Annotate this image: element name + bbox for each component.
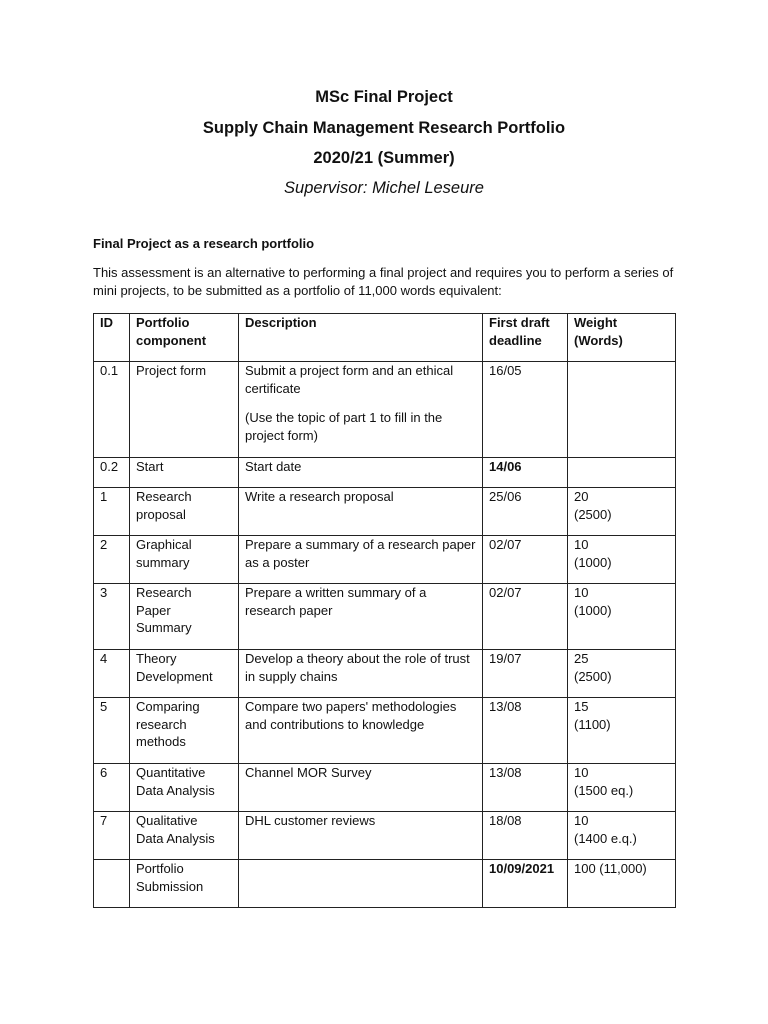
table-header-row <box>94 314 676 362</box>
table-row <box>94 698 676 764</box>
cell-id: 4 <box>94 650 130 698</box>
cell-weight: 25 (2500) <box>568 650 676 698</box>
intro-paragraph: This assessment is an alternative to performing a final project and requires you to perform a series of mini projects, to be submitted as a portfolio of 11,000 words equivalent: <box>93 265 674 298</box>
description-note: (Use the topic of part 1 to fill in the project form) <box>245 410 443 443</box>
table-row-submission <box>94 860 676 908</box>
cell-description: Channel MOR Survey <box>239 764 483 812</box>
cell-deadline: 13/08 <box>483 764 568 812</box>
cell-weight: 100 (11,000) <box>568 860 676 908</box>
table-row <box>94 812 676 860</box>
cell-weight <box>568 458 676 488</box>
cell-id: 2 <box>94 536 130 584</box>
cell-weight: 10 (1000) <box>568 584 676 650</box>
cell-deadline: 19/07 <box>483 650 568 698</box>
cell-deadline: 14/06 <box>483 458 568 488</box>
header-weight: Weight (Words) <box>568 314 676 362</box>
cell-id: 3 <box>94 584 130 650</box>
table-row <box>94 764 676 812</box>
cell-component: Theory Development <box>130 650 239 698</box>
cell-weight: 20 (2500) <box>568 488 676 536</box>
cell-description: Write a research proposal <box>239 488 483 536</box>
cell-description: DHL customer reviews <box>239 812 483 860</box>
header-component: Portfolio component <box>130 314 239 362</box>
table-row <box>94 584 676 650</box>
cell-id: 0.2 <box>94 458 130 488</box>
cell-deadline: 10/09/2021 <box>483 860 568 908</box>
cell-component: Project form <box>130 362 239 458</box>
cell-deadline: 02/07 <box>483 536 568 584</box>
cell-deadline: 25/06 <box>483 488 568 536</box>
header-deadline: First draft deadline <box>483 314 568 362</box>
cell-description: Prepare a written summary of a research paper <box>239 584 483 650</box>
cell-deadline: 18/08 <box>483 812 568 860</box>
cell-deadline: 16/05 <box>483 362 568 458</box>
supervisor-line: Supervisor: Michel Leseure <box>284 179 484 197</box>
header-description: Description <box>239 314 483 362</box>
cell-deadline: 02/07 <box>483 584 568 650</box>
cell-weight <box>568 362 676 458</box>
cell-id: 7 <box>94 812 130 860</box>
cell-weight: 10 (1400 e.q.) <box>568 812 676 860</box>
cell-component: Qualitative Data Analysis <box>130 812 239 860</box>
table-row <box>94 362 676 458</box>
table-row <box>94 650 676 698</box>
cell-id: 0.1 <box>94 362 130 458</box>
academic-term: 2020/21 (Summer) <box>313 149 455 167</box>
cell-description <box>239 860 483 908</box>
section-heading: Final Project as a research portfolio <box>93 236 315 251</box>
portfolio-table <box>93 313 676 908</box>
cell-weight: 10 (1500 eq.) <box>568 764 676 812</box>
cell-id: 5 <box>94 698 130 764</box>
table-row <box>94 536 676 584</box>
cell-description: Start date <box>239 458 483 488</box>
cell-description: Develop a theory about the role of trust in supply chains <box>239 650 483 698</box>
cell-component: Quantitative Data Analysis <box>130 764 239 812</box>
cell-component: Graphical summary <box>130 536 239 584</box>
cell-weight: 15 (1100) <box>568 698 676 764</box>
cell-component: Research proposal <box>130 488 239 536</box>
table-row <box>94 488 676 536</box>
cell-description: Compare two papers' methodologies and contributions to knowledge <box>239 698 483 764</box>
cell-component: Portfolio Submission <box>130 860 239 908</box>
header-id: ID <box>94 314 130 362</box>
cell-description: Submit a project form and an ethical certificate (Use the topic of part 1 to fill in the project form) <box>239 362 483 458</box>
cell-weight: 10 (1000) <box>568 536 676 584</box>
document-subtitle: Supply Chain Management Research Portfolio <box>202 119 566 137</box>
cell-component: Research Paper Summary <box>130 584 239 650</box>
cell-deadline: 13/08 <box>483 698 568 764</box>
cell-id: 1 <box>94 488 130 536</box>
document-title: MSc Final Project <box>315 88 453 106</box>
cell-component: Start <box>130 458 239 488</box>
cell-id <box>94 860 130 908</box>
table-row <box>94 458 676 488</box>
cell-description: Prepare a summary of a research paper as a poster <box>239 536 483 584</box>
cell-component: Comparing research methods <box>130 698 239 764</box>
cell-id: 6 <box>94 764 130 812</box>
